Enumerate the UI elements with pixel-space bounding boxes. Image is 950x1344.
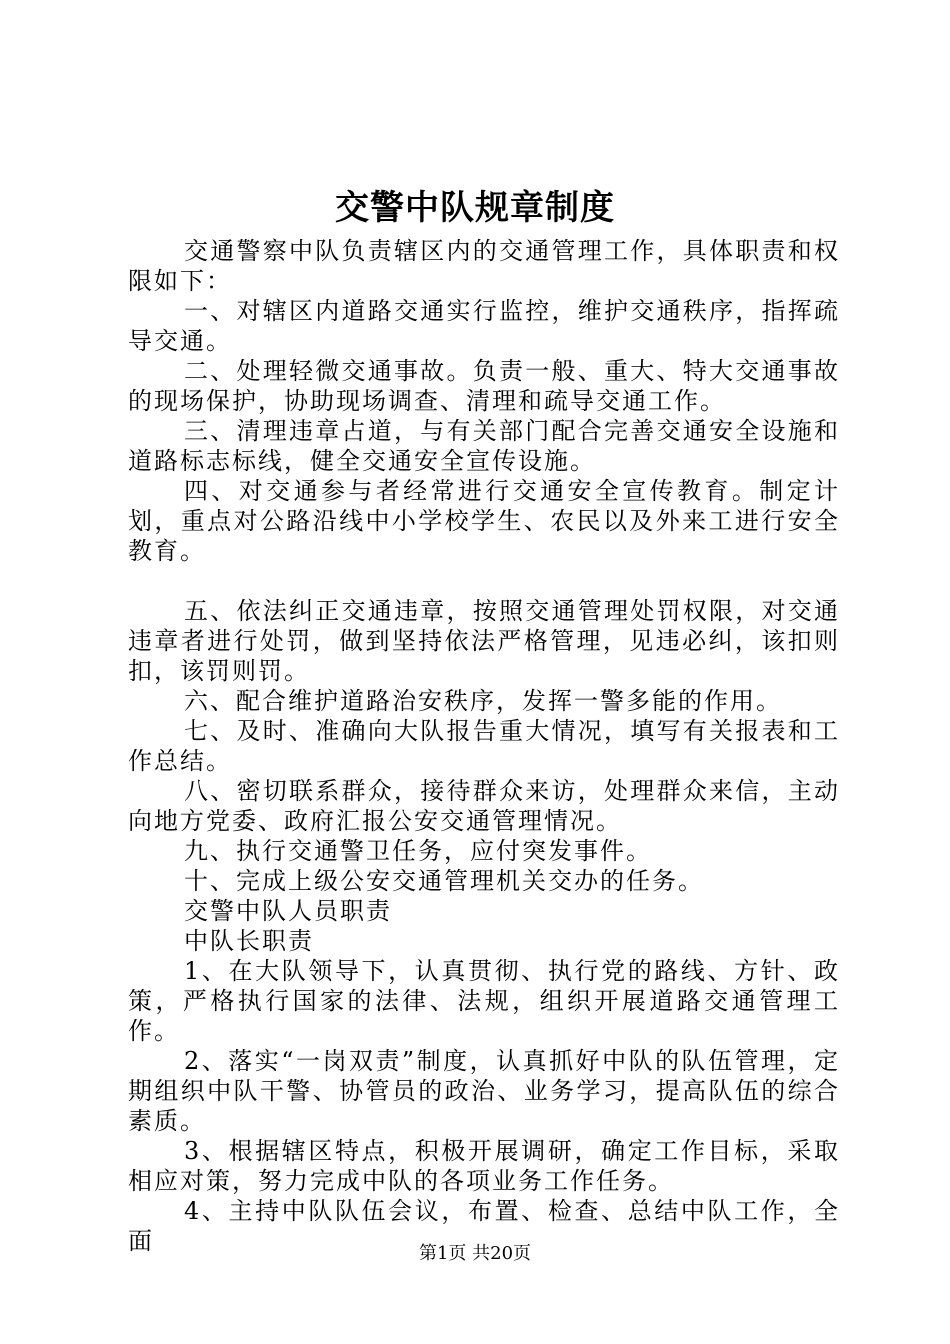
paragraph-item: 八、密切联系群众，接待群众来访，处理群众来信，主动向地方党委、政府汇报公安交通管理情况。: [128, 777, 840, 835]
paragraph-item: 十、完成上级公安交通管理机关交办的任务。: [184, 867, 704, 895]
page-number-footer: 第1页 共20页: [418, 1243, 532, 1264]
paragraph-intro: 交通警察中队负责辖区内的交通管理工作，具体职责和权限如下：: [128, 237, 840, 295]
paragraph-item: 三、清理违章占道，与有关部门配合完善交通安全设施和道路标志标线，健全交通安全宣传设施。: [128, 417, 840, 475]
paragraph-item: 2、落实“一岗双责”制度，认真抓好中队的队伍管理，定期组织中队干警、协管员的政治、业务学习，提高队伍的综合素质。: [128, 1047, 840, 1135]
paragraph-item: 四、对交通参与者经常进行交通安全宣传教育。制定计划，重点对公路沿线中小学校学生、农民以及外来工进行安全教育。: [128, 477, 840, 565]
paragraph-item: 六、配合维护道路治安秩序，发挥一警多能的作用。: [184, 687, 782, 715]
section-heading: 交警中队人员职责: [184, 897, 392, 925]
paragraph-item: 一、对辖区内道路交通实行监控，维护交通秩序，指挥疏导交通。: [128, 297, 840, 355]
document-title: 交警中队规章制度: [335, 188, 615, 228]
paragraph-item: 1、在大队领导下，认真贯彻、执行党的路线、方针、政策，严格执行国家的法律、法规，组织开展道路交通管理工作。: [128, 957, 840, 1045]
paragraph-item: 4、主持中队队伍会议，布置、检查、总结中队工作，全面: [128, 1197, 840, 1255]
document-body: [128, 236, 840, 1256]
paragraph-item: 3、根据辖区特点，积极开展调研，确定工作目标，采取相应对策，努力完成中队的各项业务工作任务。: [128, 1137, 840, 1195]
subsection-heading: 中队长职责: [184, 927, 314, 955]
paragraph-item: 九、执行交通警卫任务，应付突发事件。: [184, 837, 652, 865]
paragraph-item: 五、依法纠正交通违章，按照交通管理处罚权限，对交通违章者进行处罚，做到坚持依法严格管理，见违必纠，该扣则扣，该罚则罚。: [128, 597, 840, 685]
paragraph-item: 二、处理轻微交通事故。负责一般、重大、特大交通事故的现场保护，协助现场调查、清理和疏导交通工作。: [128, 357, 840, 415]
paragraph-item: 七、及时、准确向大队报告重大情况，填写有关报表和工作总结。: [128, 717, 840, 775]
